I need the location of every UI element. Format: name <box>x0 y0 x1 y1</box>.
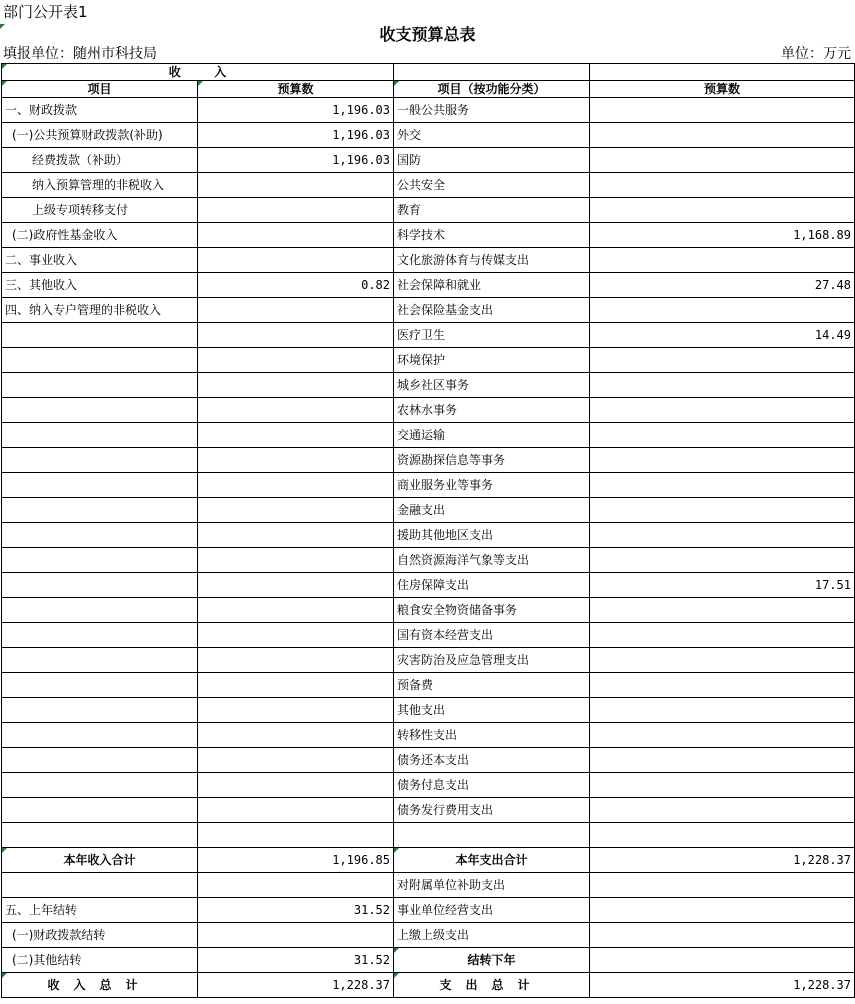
expense-item-cell: 结转下年 <box>394 948 590 973</box>
table-row <box>2 723 855 748</box>
expense-value-cell <box>590 248 855 273</box>
income-item-cell <box>2 448 198 473</box>
income-item-cell <box>2 423 198 448</box>
expense-value-cell <box>590 348 855 373</box>
expense-value-cell <box>590 823 855 848</box>
expense-value-cell <box>590 148 855 173</box>
income-value-cell <box>198 223 394 248</box>
table-row <box>2 98 855 123</box>
expense-item-cell: 援助其他地区支出 <box>394 523 590 548</box>
table-row <box>2 198 855 223</box>
income-value-cell: 1,196.03 <box>198 123 394 148</box>
income-item-cell <box>2 723 198 748</box>
income-value-cell <box>198 198 394 223</box>
header-income: 收 入 <box>2 64 394 81</box>
income-item-cell: (二)其他结转 <box>2 948 198 973</box>
expense-item-cell: 债务发行费用支出 <box>394 798 590 823</box>
table-row <box>2 498 855 523</box>
expense-item-cell: 国有资本经营支出 <box>394 623 590 648</box>
header-budget-2: 预算数 <box>590 81 855 98</box>
expense-item-cell: 商业服务业等事务 <box>394 473 590 498</box>
income-value-cell <box>198 698 394 723</box>
table-row <box>2 673 855 698</box>
table-row <box>2 223 855 248</box>
income-value-cell <box>198 498 394 523</box>
expense-value-cell <box>590 773 855 798</box>
income-item-cell <box>2 598 198 623</box>
header-column-row <box>2 81 855 98</box>
expense-value-cell <box>590 798 855 823</box>
income-item-cell <box>2 498 198 523</box>
header-group-row <box>2 64 855 81</box>
expense-item-cell: 转移性支出 <box>394 723 590 748</box>
expense-value-cell <box>590 873 855 898</box>
total-row <box>2 973 855 998</box>
table-row <box>2 948 855 973</box>
expense-value-cell <box>590 748 855 773</box>
expense-value-cell: 14.49 <box>590 323 855 348</box>
expense-value-cell <box>590 948 855 973</box>
income-value-cell <box>198 173 394 198</box>
income-value-cell <box>198 298 394 323</box>
income-value-cell <box>198 648 394 673</box>
table-row <box>2 798 855 823</box>
expense-item-cell: 交通运输 <box>394 423 590 448</box>
subtotal-row <box>2 848 855 873</box>
income-total-value: 1,228.37 <box>198 973 394 998</box>
sheet-tag: 部门公开表1 <box>3 3 88 21</box>
expense-value-cell <box>590 598 855 623</box>
expense-item-cell: 上缴上级支出 <box>394 923 590 948</box>
expense-subtotal-value: 1,228.37 <box>590 848 855 873</box>
table-row <box>2 773 855 798</box>
expense-item-cell: 文化旅游体育与传媒支出 <box>394 248 590 273</box>
income-item-cell <box>2 548 198 573</box>
expense-value-cell <box>590 198 855 223</box>
expense-item-cell <box>394 823 590 848</box>
income-item-cell <box>2 748 198 773</box>
income-value-cell <box>198 823 394 848</box>
income-value-cell <box>198 423 394 448</box>
income-item-cell: 三、其他收入 <box>2 273 198 298</box>
income-item-cell <box>2 798 198 823</box>
header-empty <box>590 64 855 81</box>
table-row <box>2 748 855 773</box>
expense-value-cell: 1,168.89 <box>590 223 855 248</box>
expense-value-cell <box>590 373 855 398</box>
income-value-cell <box>198 523 394 548</box>
income-value-cell <box>198 248 394 273</box>
expense-item-cell: 粮食安全物资储备事务 <box>394 598 590 623</box>
expense-value-cell <box>590 123 855 148</box>
table-row <box>2 473 855 498</box>
expense-item-cell: 债务还本支出 <box>394 748 590 773</box>
income-item-cell <box>2 673 198 698</box>
table-row <box>2 398 855 423</box>
expense-value-cell <box>590 673 855 698</box>
header-budget: 预算数 <box>198 81 394 98</box>
income-value-cell <box>198 773 394 798</box>
expense-item-cell: 一般公共服务 <box>394 98 590 123</box>
filling-unit: 填报单位：随州市科技局 <box>3 46 157 62</box>
income-value-cell <box>198 798 394 823</box>
income-item-cell <box>2 373 198 398</box>
header-item: 项目 <box>2 81 198 98</box>
table-row <box>2 448 855 473</box>
expense-value-cell <box>590 698 855 723</box>
expense-value-cell <box>590 423 855 448</box>
expense-value-cell <box>590 298 855 323</box>
expense-item-cell: 环境保护 <box>394 348 590 373</box>
expense-value-cell <box>590 623 855 648</box>
expense-total-value: 1,228.37 <box>590 973 855 998</box>
expense-item-cell: 金融支出 <box>394 498 590 523</box>
table-row <box>2 573 855 598</box>
income-value-cell <box>198 873 394 898</box>
table-row <box>2 698 855 723</box>
expense-value-cell <box>590 723 855 748</box>
expense-item-cell: 自然资源海洋气象等支出 <box>394 548 590 573</box>
income-item-cell <box>2 823 198 848</box>
expense-subtotal-label: 本年支出合计 <box>394 848 590 873</box>
table-row <box>2 598 855 623</box>
income-item-cell: (一)公共预算财政拨款(补助) <box>2 123 198 148</box>
income-value-cell <box>198 923 394 948</box>
expense-value-cell <box>590 448 855 473</box>
expense-item-cell: 科学技术 <box>394 223 590 248</box>
table-row <box>2 873 855 898</box>
income-item-cell <box>2 698 198 723</box>
income-value-cell <box>198 598 394 623</box>
income-value-cell <box>198 323 394 348</box>
income-subtotal-label: 本年收入合计 <box>2 848 198 873</box>
table-row <box>2 298 855 323</box>
income-value-cell: 1,196.03 <box>198 148 394 173</box>
expense-item-cell: 外交 <box>394 123 590 148</box>
expense-item-cell: 医疗卫生 <box>394 323 590 348</box>
table-row <box>2 148 855 173</box>
income-value-cell <box>198 373 394 398</box>
budget-summary-table <box>1 63 855 998</box>
expense-item-cell: 城乡社区事务 <box>394 373 590 398</box>
expense-item-cell: 预备费 <box>394 673 590 698</box>
expense-total-label: 支出总计 <box>394 973 590 998</box>
table-row <box>2 923 855 948</box>
income-subtotal-value: 1,196.85 <box>198 848 394 873</box>
expense-item-cell: 公共安全 <box>394 173 590 198</box>
expense-value-cell <box>590 923 855 948</box>
table-row <box>2 648 855 673</box>
expense-item-cell: 债务付息支出 <box>394 773 590 798</box>
expense-value-cell <box>590 473 855 498</box>
table-row <box>2 523 855 548</box>
income-item-cell: (二)政府性基金收入 <box>2 223 198 248</box>
expense-value-cell <box>590 898 855 923</box>
income-value-cell <box>198 723 394 748</box>
table-row <box>2 823 855 848</box>
income-value-cell <box>198 448 394 473</box>
income-value-cell <box>198 473 394 498</box>
income-item-cell: 二、事业收入 <box>2 248 198 273</box>
table-row <box>2 273 855 298</box>
income-item-cell: 四、纳入专户管理的非税收入 <box>2 298 198 323</box>
income-value-cell <box>198 348 394 373</box>
income-item-cell <box>2 773 198 798</box>
income-item-cell <box>2 648 198 673</box>
income-value-cell <box>198 748 394 773</box>
income-item-cell: 一、财政拨款 <box>2 98 198 123</box>
expense-item-cell: 农林水事务 <box>394 398 590 423</box>
income-item-cell <box>2 573 198 598</box>
income-value-cell: 31.52 <box>198 948 394 973</box>
income-value-cell <box>198 673 394 698</box>
expense-item-cell: 住房保障支出 <box>394 573 590 598</box>
expense-value-cell <box>590 548 855 573</box>
header-item-func: 项目（按功能分类） <box>394 81 590 98</box>
table-row <box>2 348 855 373</box>
expense-value-cell <box>590 173 855 198</box>
income-value-cell: 1,196.03 <box>198 98 394 123</box>
expense-item-cell: 国防 <box>394 148 590 173</box>
page-title: 收支预算总表 <box>379 25 476 44</box>
expense-item-cell: 社会保障和就业 <box>394 273 590 298</box>
table-row <box>2 248 855 273</box>
expense-value-cell <box>590 523 855 548</box>
income-item-cell <box>2 623 198 648</box>
income-item-cell: 五、上年结转 <box>2 898 198 923</box>
money-unit: 单位：万元 <box>781 46 851 62</box>
income-item-cell <box>2 323 198 348</box>
table-row <box>2 898 855 923</box>
expense-value-cell: 17.51 <box>590 573 855 598</box>
table-row <box>2 373 855 398</box>
income-value-cell <box>198 398 394 423</box>
income-item-cell: 经费拨款（补助） <box>2 148 198 173</box>
expense-value-cell <box>590 398 855 423</box>
header-empty <box>394 64 590 81</box>
table-row <box>2 548 855 573</box>
income-item-cell <box>2 398 198 423</box>
expense-item-cell: 社会保险基金支出 <box>394 298 590 323</box>
income-item-cell: 上级专项转移支付 <box>2 198 198 223</box>
income-item-cell <box>2 873 198 898</box>
table-row <box>2 323 855 348</box>
table-row <box>2 123 855 148</box>
expense-item-cell: 教育 <box>394 198 590 223</box>
expense-value-cell <box>590 498 855 523</box>
income-value-cell: 31.52 <box>198 898 394 923</box>
table-row <box>2 173 855 198</box>
income-total-label: 收入总计 <box>2 973 198 998</box>
income-item-cell <box>2 523 198 548</box>
expense-item-cell: 灾害防治及应急管理支出 <box>394 648 590 673</box>
expense-value-cell <box>590 648 855 673</box>
expense-item-cell: 其他支出 <box>394 698 590 723</box>
income-item-cell <box>2 473 198 498</box>
income-value-cell <box>198 573 394 598</box>
income-value-cell <box>198 548 394 573</box>
income-value-cell <box>198 623 394 648</box>
expense-value-cell: 27.48 <box>590 273 855 298</box>
expense-item-cell: 资源勘探信息等事务 <box>394 448 590 473</box>
expense-item-cell: 对附属单位补助支出 <box>394 873 590 898</box>
income-value-cell: 0.82 <box>198 273 394 298</box>
income-item-cell: (一)财政拨款结转 <box>2 923 198 948</box>
table-row <box>2 423 855 448</box>
expense-item-cell: 事业单位经营支出 <box>394 898 590 923</box>
income-item-cell <box>2 348 198 373</box>
income-item-cell: 纳入预算管理的非税收入 <box>2 173 198 198</box>
table-row <box>2 623 855 648</box>
expense-value-cell <box>590 98 855 123</box>
